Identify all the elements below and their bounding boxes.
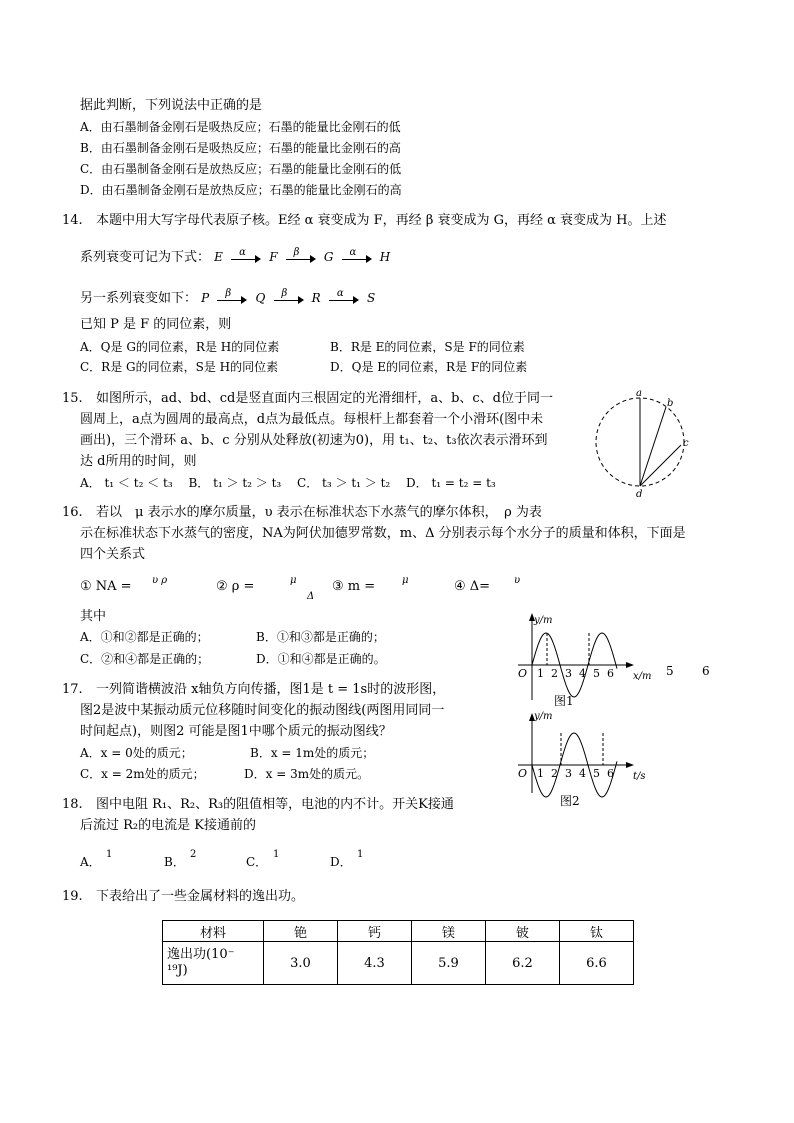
fig1-ylabel: y/m <box>534 615 553 626</box>
q15-options: A． t₁ ＜ t₂ ＜ t₃ B． t₁ ＞ t₂ ＞ t₃ C． t₃ ＞ t₁ ＞ t₂ D． t₁ = t₂ = t₃ <box>80 476 496 490</box>
nucleus-f: F <box>269 250 278 264</box>
rod-cd <box>640 445 681 486</box>
fig2-tick-5: 5 <box>593 767 600 780</box>
q14-chain2 <box>80 289 375 308</box>
q13-option-b: B．由石墨制备金刚石是吸热反应；石墨的能量比金刚石的高 <box>80 141 401 155</box>
rod-bd <box>640 407 666 486</box>
q18-option-c-value: 1 <box>273 849 280 860</box>
value-cesium: 3.0 <box>264 942 338 985</box>
point-c-label: c <box>683 438 689 449</box>
q16-option-b: B．①和③都是正确的； <box>256 630 385 644</box>
q15-number: 15. <box>62 391 83 406</box>
q18-option-a-label: A． <box>80 855 101 869</box>
value-calcium: 4.3 <box>338 942 412 985</box>
q16-option-c: C．②和④都是正确的； <box>80 652 210 666</box>
decay-arrow: α <box>231 252 261 264</box>
q16-line2: 示在标准状态下水蒸气的密度，NA为阿伏加德罗常数，m、Δ 分别表示每个水分子的质量和体积，下面是 <box>80 526 686 541</box>
fig1-origin: O <box>518 667 528 680</box>
q14-option-a: A．Q是 G的同位素，R是 H的同位素 <box>80 340 280 354</box>
header-beryllium: 铍 <box>486 921 560 942</box>
q16-among: 其中 <box>80 609 107 624</box>
q18-option-b-value: 2 <box>190 849 197 860</box>
point-d-label: d <box>636 489 643 500</box>
q17-number: 17. <box>62 682 83 697</box>
fig2-tick-4: 4 <box>579 767 586 780</box>
fig1-tick-5: 5 <box>593 667 600 680</box>
fig1-tick-6: 6 <box>607 667 614 680</box>
decay-arrow: β <box>274 293 304 305</box>
fig2-caption: 图2 <box>560 794 580 808</box>
nucleus-g: G <box>323 250 334 264</box>
fig1-caption: 图1 <box>554 694 574 708</box>
q16-option-a: A．①和②都是正确的； <box>80 630 209 644</box>
fig1-extra-6: 6 <box>702 664 710 678</box>
q14-line2-lead: 系列衰变可记为下式： <box>80 250 211 265</box>
nucleus-r: R <box>311 291 321 305</box>
value-beryllium: 6.2 <box>486 942 560 985</box>
q17-option-d: D．x = 3m处的质元。 <box>244 767 370 781</box>
value-titanium: 6.6 <box>560 942 634 985</box>
relation-4: ④ Δ= <box>454 579 491 594</box>
q16-number: 16. <box>62 505 83 520</box>
row-label-line1: 逸出功(10⁻ <box>167 947 235 962</box>
table-header-row <box>163 921 634 942</box>
work-function-table <box>162 920 634 985</box>
q17-option-a: A．x = 0处的质元； <box>80 746 193 760</box>
q17-option-b: B．x = 1m处的质元； <box>250 746 375 760</box>
nucleus-p: P <box>201 291 210 305</box>
q16-option-d: D．①和④都是正确的。 <box>256 652 386 666</box>
fig2-tick-3: 3 <box>565 767 572 780</box>
nucleus-q: Q <box>255 291 266 305</box>
header-cesium: 铯 <box>264 921 338 942</box>
circle-rods-diagram <box>590 390 700 500</box>
header-material: 材料 <box>163 921 264 942</box>
q17-line2: 图2是波中某振动质元位移随时间变化的振动图线(两图用同同一 <box>80 703 445 718</box>
q13-option-c: C．由石墨制备金刚石是放热反应；石墨的能量比金刚石的低 <box>80 162 402 176</box>
wave-figure-2 <box>500 705 660 815</box>
decay-arrow: α <box>329 293 359 305</box>
relation-2: ② ρ = <box>216 579 255 594</box>
fig2-tick-6: 6 <box>607 767 614 780</box>
q13-option-a: A．由石墨制备金刚石是吸热反应；石墨的能量比金刚石的低 <box>80 120 401 134</box>
q17-option-c: C．x = 2m处的质元； <box>80 767 205 781</box>
q18-line1: 图中电阻 R₁、R₂、R₃的阻值相等，电池的内不计。开关K接通 <box>96 797 454 812</box>
q18-option-d-value: 1 <box>357 849 364 860</box>
row-label-line2: ¹⁹J) <box>167 963 188 978</box>
q13-lead: 据此判断，下列说法中正确的是 <box>80 98 263 113</box>
q17-line1: 一列简谐横波沿 x轴负方向传播，图1是 t = 1s时的波形图， <box>96 682 446 697</box>
q13-option-d: D．由石墨制备金刚石是放热反应；石墨的能量比金刚石的高 <box>80 183 402 197</box>
q14-option-b: B．R是 E的同位素，S是 F的同位素 <box>330 340 525 354</box>
decay-arrow: β <box>286 252 316 264</box>
q15-line1: 如图所示，ad、bd、cd是竖直面内三根固定的光滑细杆，a、b、c、d位于同一 <box>96 391 553 406</box>
fig1-tick-2: 2 <box>551 667 558 680</box>
q16-line1: 若以 μ 表示水的摩尔质量，υ 表示在标准状态下水蒸气的摩尔体积， ρ 为表 <box>96 505 542 520</box>
q18-line2: 后流过 R₂的电流是 K接通前的 <box>80 818 256 833</box>
point-a-label: a <box>636 390 642 399</box>
row-label-work-function <box>163 942 264 985</box>
point-b-label: b <box>667 398 674 409</box>
q18-option-b-label: B． <box>164 855 185 869</box>
table-row <box>163 942 634 985</box>
fig2-tick-1: 1 <box>537 767 544 780</box>
fig2-origin: O <box>518 767 528 780</box>
q14-line3-lead: 另一系列衰变如下： <box>80 291 198 306</box>
q15-line2: 圆周上，a点为圆周的最高点，d点为最低点。每根杆上都套着一个小滑环(图中未 <box>80 412 544 427</box>
fig1-tick-3: 3 <box>565 667 572 680</box>
q15-line4: 达 d所用的时间，则 <box>80 454 197 469</box>
q14-number: 14. <box>62 213 83 228</box>
fig2-x-arrow <box>626 762 634 768</box>
q18-option-a-value: 1 <box>106 849 113 860</box>
fig2-ylabel: y/m <box>534 711 553 722</box>
relation-1: ① NA = <box>80 579 132 594</box>
header-calcium: 钙 <box>338 921 412 942</box>
nucleus-e: E <box>214 250 223 264</box>
fig1-tick-1: 1 <box>537 667 544 680</box>
fig1-x-arrow <box>626 662 634 668</box>
nucleus-h: H <box>379 250 391 264</box>
value-magnesium: 5.9 <box>412 942 486 985</box>
decay-arrow: α <box>342 252 372 264</box>
q14-option-d: D．Q是 E的同位素，R是 F的同位素 <box>330 360 528 374</box>
relation-2-fraction: μ <box>290 575 297 586</box>
q19-number: 19. <box>62 889 83 904</box>
fig1-xlabel: x/m <box>633 671 652 682</box>
q15-line3: 画出)，三个滑环 a、b、c 分别从处释放(初速为0)，用 t₁、t₂、t₃依次表示滑环到 <box>80 433 548 448</box>
q14-line1: 本题中用大写字母代表原子核。E经 α 衰变成为 F，再经 β 衰变成为 G，再经 α 衰变成为 H。上述 <box>96 213 667 228</box>
relation-2-denominator: Δ <box>307 591 315 602</box>
decay-arrow: β <box>217 293 247 305</box>
fig1-extra-5: 5 <box>666 664 674 678</box>
q18-number: 18. <box>62 797 83 812</box>
header-titanium: 钛 <box>560 921 634 942</box>
q17-line3: 时间起点)，则图2 可能是图1中哪个质元的振动图线？ <box>80 724 392 739</box>
fig2-xlabel: t/s <box>633 771 646 782</box>
relation-1-fraction: υ ρ <box>152 575 168 586</box>
relation-4-fraction: υ <box>514 575 521 586</box>
fig1-tick-4: 4 <box>579 667 586 680</box>
nucleus-s: S <box>366 291 376 305</box>
fig2-tick-2: 2 <box>551 767 558 780</box>
relation-3-fraction: μ <box>402 575 409 586</box>
q16-line3: 四个关系式 <box>80 547 146 562</box>
wave-figure-1 <box>500 605 710 715</box>
q14-option-c: C．R是 G的同位素，S是 H的同位素 <box>80 360 279 374</box>
q14-chain1 <box>80 248 390 267</box>
relation-3: ③ m = <box>332 579 376 594</box>
q18-option-d-label: D． <box>330 855 352 869</box>
q19-line1: 下表给出了一些金属材料的逸出功。 <box>96 889 305 904</box>
q14-line4: 已知 P 是 F 的同位素，则 <box>80 317 232 332</box>
q18-option-c-label: C． <box>246 855 268 869</box>
header-magnesium: 镁 <box>412 921 486 942</box>
